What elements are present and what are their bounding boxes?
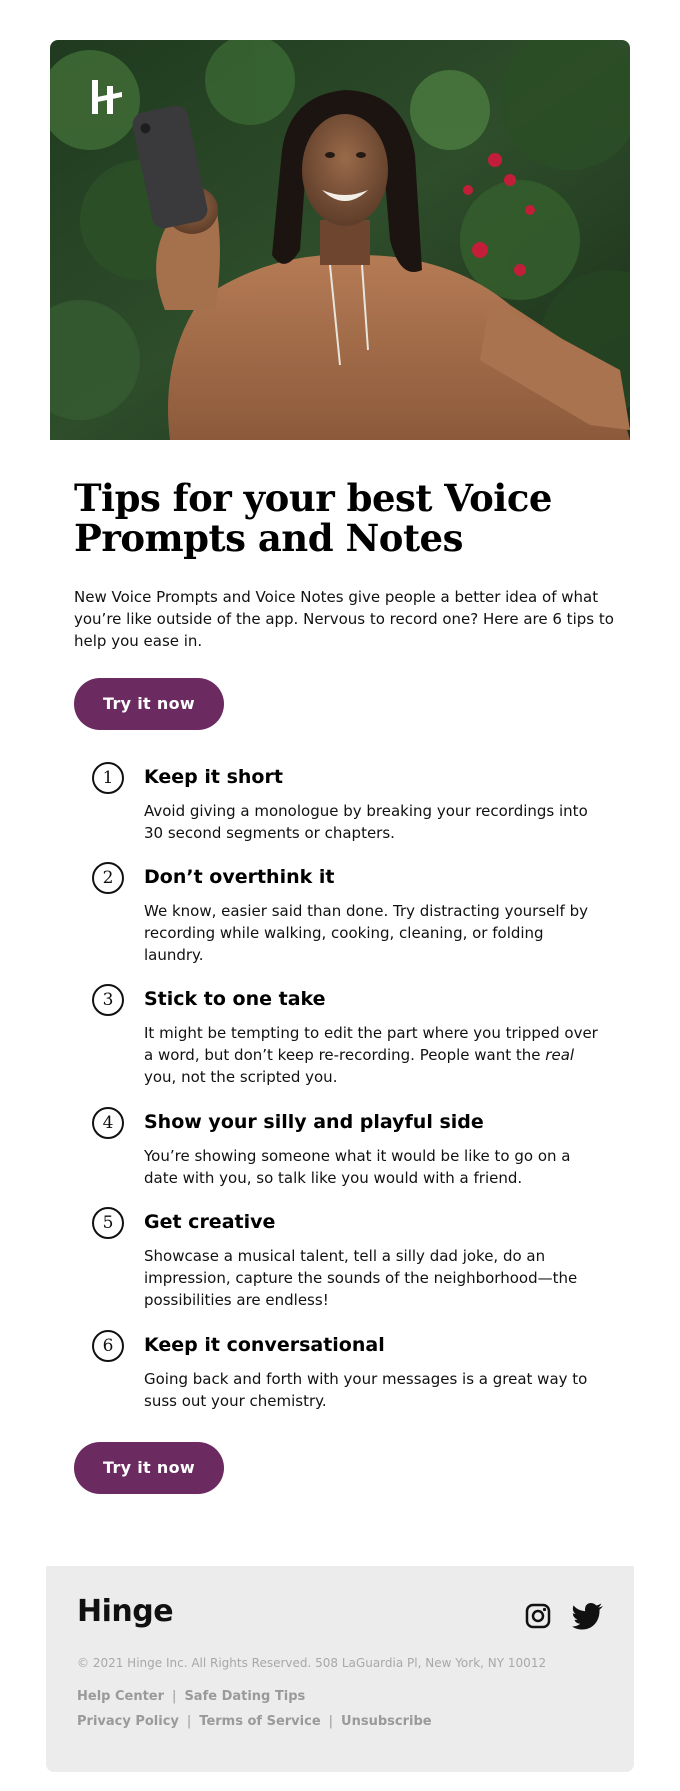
privacy-policy-link[interactable]: Privacy Policy	[77, 1714, 179, 1729]
tip-title: Keep it short	[144, 766, 283, 788]
tip-number: 3	[92, 984, 124, 1016]
footer-links-row	[77, 1714, 432, 1729]
tip-item	[92, 984, 602, 1088]
tip-title: Stick to one take	[144, 988, 326, 1010]
tip-body-text: you, not the scripted you.	[144, 1068, 338, 1086]
page-title: Tips for your best Voice Prompts and Notes	[74, 476, 552, 560]
tip-body	[144, 1022, 602, 1088]
footer	[46, 1566, 634, 1772]
intro-text: New Voice Prompts and Voice Notes give people a better idea of what you’re like outside of the app. Nervous to record one? Here are 6 tips to help you ease in.	[74, 588, 614, 650]
safe-dating-tips-link[interactable]: Safe Dating Tips	[184, 1689, 306, 1704]
tip-body: Showcase a musical talent, tell a silly dad joke, do an impression, capture the sounds of the neighborhood—the possibilities are endless!	[144, 1247, 578, 1309]
tip-number: 1	[92, 762, 124, 794]
tip-number: 6	[92, 1330, 124, 1362]
hero-image	[50, 40, 630, 440]
help-center-link[interactable]: Help Center	[77, 1689, 165, 1704]
hero-photo	[50, 40, 630, 440]
tip-body-emphasis: real	[545, 1046, 575, 1064]
terms-of-service-link[interactable]: Terms of Service	[199, 1714, 321, 1729]
hinge-logo-icon	[88, 78, 128, 118]
link-separator: |	[328, 1714, 334, 1729]
tip-number: 2	[92, 862, 124, 894]
tip-title: Get creative	[144, 1211, 276, 1233]
footer-links-row	[77, 1689, 305, 1704]
tip-body: We know, easier said than done. Try distracting yourself by recording while walking, cooking, cleaning, or folding laundry.	[144, 902, 588, 964]
tip-title: Show your silly and playful side	[144, 1111, 484, 1133]
tip-number: 5	[92, 1207, 124, 1239]
tip-body: You’re showing someone what it would be like to go on a date with you, so talk like you would with a friend.	[144, 1147, 571, 1187]
copyright-text: © 2021 Hinge Inc. All Rights Reserved. 508 LaGuardia Pl, New York, NY 10012	[77, 1656, 547, 1670]
tip-title: Keep it conversational	[144, 1334, 385, 1356]
tip-title: Don’t overthink it	[144, 866, 335, 888]
hinge-wordmark: Hinge	[77, 1594, 174, 1629]
try-it-now-button[interactable]: Try it now	[74, 1442, 224, 1494]
tip-item	[92, 1107, 602, 1189]
tip-body: Going back and forth with your messages is a great way to suss out your chemistry.	[144, 1370, 588, 1410]
tip-item	[92, 1330, 602, 1412]
link-separator: |	[186, 1714, 192, 1729]
tip-item	[92, 762, 602, 844]
tip-number: 4	[92, 1107, 124, 1139]
instagram-icon[interactable]	[524, 1602, 554, 1632]
twitter-icon[interactable]	[572, 1602, 602, 1632]
tip-body-text: It might be tempting to edit the part where you tripped over a word, but don’t keep re-recording. People want the	[144, 1024, 598, 1064]
link-separator: |	[172, 1689, 177, 1704]
tip-body: Avoid giving a monologue by breaking your recordings into 30 second segments or chapters.	[144, 802, 588, 842]
unsubscribe-link[interactable]: Unsubscribe	[341, 1714, 432, 1729]
tip-item	[92, 1207, 602, 1311]
try-it-now-button[interactable]: Try it now	[74, 678, 224, 730]
tip-item	[92, 862, 602, 966]
main-content	[74, 478, 614, 652]
